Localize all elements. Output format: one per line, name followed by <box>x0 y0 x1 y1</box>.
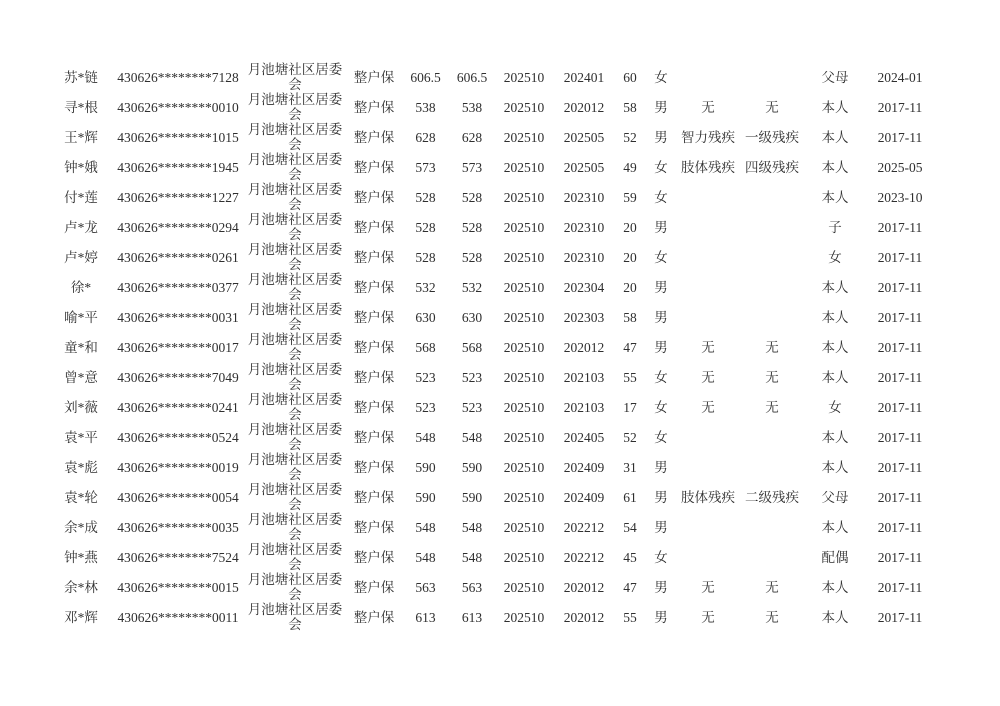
cell-disability_level <box>739 242 805 272</box>
cell-community: 月池塘社区居委会 <box>247 602 343 632</box>
cell-insurance_type: 整户保 <box>353 549 395 565</box>
cell-id_number: 430626********0031 <box>117 309 239 325</box>
cell-amount_1: 628 <box>415 129 436 145</box>
cell-age: 49 <box>623 159 637 175</box>
cell-start_period: 202310 <box>563 249 605 265</box>
table-row <box>50 62 935 92</box>
cell-enroll_date: 2017-11 <box>877 399 923 415</box>
cell-payment_period: 202510 <box>503 69 545 85</box>
cell-name: 钟*燕 <box>64 549 98 565</box>
cell-age: 61 <box>623 489 637 505</box>
cell-amount_1: 630 <box>415 309 436 325</box>
cell-name: 余*林 <box>64 579 98 595</box>
cell-relation_to_head: 本人 <box>821 159 849 175</box>
table-row <box>50 272 935 302</box>
cell-disability_type <box>677 452 739 482</box>
cell-community: 月池塘社区居委会 <box>247 572 343 602</box>
cell-id_number: 430626********0377 <box>117 279 239 295</box>
cell-enroll_date: 2017-11 <box>877 549 923 565</box>
cell-disability_level: 二级残疾 <box>745 489 799 505</box>
resident-insurance-roster-table <box>50 62 935 632</box>
cell-insurance_type: 整户保 <box>353 249 395 265</box>
cell-disability_level: 无 <box>765 399 779 415</box>
cell-name: 王*辉 <box>64 129 98 145</box>
cell-disability_level <box>739 452 805 482</box>
cell-disability_level <box>739 212 805 242</box>
cell-gender: 男 <box>654 339 668 355</box>
cell-insurance_type: 整户保 <box>353 579 395 595</box>
cell-amount_1: 613 <box>415 609 436 625</box>
cell-name: 钟*娥 <box>64 159 98 175</box>
cell-gender: 女 <box>654 69 668 85</box>
cell-enroll_date: 2017-11 <box>877 519 923 535</box>
cell-community: 月池塘社区居委会 <box>247 272 343 302</box>
cell-community: 月池塘社区居委会 <box>247 362 343 392</box>
cell-gender: 男 <box>654 519 668 535</box>
cell-name: 邓*辉 <box>64 609 98 625</box>
cell-insurance_type: 整户保 <box>353 189 395 205</box>
cell-amount_2: 548 <box>461 429 483 445</box>
cell-gender: 女 <box>654 429 668 445</box>
cell-id_number: 430626********0017 <box>117 339 239 355</box>
cell-disability_type: 智力残疾 <box>681 129 735 145</box>
cell-relation_to_head: 父母 <box>821 69 849 85</box>
cell-disability_level <box>739 272 805 302</box>
cell-age: 54 <box>623 519 637 535</box>
cell-disability_level <box>739 512 805 542</box>
cell-id_number: 430626********7524 <box>117 549 239 565</box>
cell-relation_to_head: 女 <box>828 249 842 265</box>
cell-disability_level <box>739 542 805 572</box>
cell-id_number: 430626********0241 <box>117 399 239 415</box>
cell-payment_period: 202510 <box>503 489 545 505</box>
table-row <box>50 302 935 332</box>
cell-insurance_type: 整户保 <box>353 159 395 175</box>
cell-gender: 女 <box>654 249 668 265</box>
cell-disability_type: 肢体残疾 <box>681 489 735 505</box>
cell-amount_1: 528 <box>415 189 436 205</box>
cell-age: 55 <box>623 369 637 385</box>
cell-enroll_date: 2017-11 <box>877 279 923 295</box>
cell-amount_2: 628 <box>461 129 483 145</box>
cell-amount_2: 606.5 <box>456 69 488 85</box>
cell-disability_type <box>677 422 739 452</box>
cell-amount_2: 528 <box>461 219 483 235</box>
cell-relation_to_head: 父母 <box>821 489 849 505</box>
cell-payment_period: 202510 <box>503 399 545 415</box>
cell-community: 月池塘社区居委会 <box>247 542 343 572</box>
table-row <box>50 152 935 182</box>
cell-start_period: 202212 <box>563 549 605 565</box>
cell-community: 月池塘社区居委会 <box>247 482 343 512</box>
cell-disability_type <box>677 212 739 242</box>
cell-payment_period: 202510 <box>503 579 545 595</box>
cell-insurance_type: 整户保 <box>353 369 395 385</box>
cell-insurance_type: 整户保 <box>353 129 395 145</box>
cell-id_number: 430626********0035 <box>117 519 239 535</box>
cell-disability_type: 无 <box>701 99 715 115</box>
cell-id_number: 430626********0015 <box>117 579 239 595</box>
cell-disability_type <box>677 62 739 92</box>
cell-payment_period: 202510 <box>503 99 545 115</box>
cell-amount_1: 523 <box>415 369 436 385</box>
cell-start_period: 202212 <box>563 519 605 535</box>
cell-disability_type: 无 <box>701 609 715 625</box>
cell-relation_to_head: 女 <box>828 399 842 415</box>
cell-name: 卢*龙 <box>64 219 98 235</box>
cell-gender: 男 <box>654 129 668 145</box>
cell-age: 17 <box>623 399 637 415</box>
cell-amount_1: 538 <box>415 99 436 115</box>
cell-disability_type <box>677 512 739 542</box>
cell-insurance_type: 整户保 <box>353 609 395 625</box>
cell-age: 60 <box>623 69 637 85</box>
cell-disability_level: 一级残疾 <box>745 129 799 145</box>
cell-start_period: 202103 <box>563 369 605 385</box>
cell-payment_period: 202510 <box>503 429 545 445</box>
cell-amount_1: 523 <box>415 399 436 415</box>
cell-start_period: 202405 <box>563 429 605 445</box>
cell-amount_1: 606.5 <box>410 69 441 85</box>
cell-payment_period: 202510 <box>503 459 545 475</box>
cell-start_period: 202304 <box>563 279 605 295</box>
cell-start_period: 202012 <box>563 339 605 355</box>
cell-enroll_date: 2017-11 <box>877 339 923 355</box>
cell-community: 月池塘社区居委会 <box>247 512 343 542</box>
cell-relation_to_head: 本人 <box>821 609 849 625</box>
cell-payment_period: 202510 <box>503 609 545 625</box>
cell-start_period: 202505 <box>563 129 605 145</box>
cell-age: 20 <box>623 249 637 265</box>
cell-amount_2: 523 <box>461 399 483 415</box>
cell-community: 月池塘社区居委会 <box>247 92 343 122</box>
cell-name: 袁*轮 <box>64 489 98 505</box>
cell-gender: 男 <box>654 279 668 295</box>
cell-enroll_date: 2017-11 <box>877 489 923 505</box>
cell-gender: 男 <box>654 459 668 475</box>
cell-disability_type: 无 <box>701 399 715 415</box>
table-row <box>50 512 935 542</box>
cell-name: 曾*意 <box>64 369 98 385</box>
cell-relation_to_head: 本人 <box>821 309 849 325</box>
cell-community: 月池塘社区居委会 <box>247 302 343 332</box>
cell-disability_type: 无 <box>701 369 715 385</box>
cell-relation_to_head: 本人 <box>821 189 849 205</box>
cell-insurance_type: 整户保 <box>353 489 395 505</box>
cell-disability_level <box>739 182 805 212</box>
cell-community: 月池塘社区居委会 <box>247 62 343 92</box>
cell-age: 45 <box>623 549 637 565</box>
cell-age: 59 <box>623 189 637 205</box>
cell-enroll_date: 2017-11 <box>877 219 923 235</box>
roster-table-body <box>50 62 935 632</box>
cell-community: 月池塘社区居委会 <box>247 242 343 272</box>
cell-enroll_date: 2024-01 <box>877 69 923 85</box>
cell-amount_1: 568 <box>415 339 436 355</box>
cell-amount_2: 523 <box>461 369 483 385</box>
cell-amount_2: 590 <box>461 459 483 475</box>
cell-amount_1: 528 <box>415 219 436 235</box>
cell-amount_2: 613 <box>461 609 483 625</box>
cell-id_number: 430626********0011 <box>117 609 239 625</box>
cell-disability_level: 无 <box>765 609 779 625</box>
table-row <box>50 602 935 632</box>
table-row <box>50 182 935 212</box>
table-row <box>50 422 935 452</box>
cell-id_number: 430626********1227 <box>117 189 239 205</box>
cell-amount_2: 630 <box>461 309 483 325</box>
cell-age: 31 <box>623 459 637 475</box>
cell-gender: 女 <box>654 159 668 175</box>
cell-insurance_type: 整户保 <box>353 459 395 475</box>
cell-amount_2: 538 <box>461 99 483 115</box>
cell-start_period: 202303 <box>563 309 605 325</box>
cell-insurance_type: 整户保 <box>353 399 395 415</box>
cell-payment_period: 202510 <box>503 249 545 265</box>
cell-name: 卢*婷 <box>64 249 98 265</box>
cell-enroll_date: 2025-05 <box>877 159 923 175</box>
cell-age: 20 <box>623 279 637 295</box>
cell-insurance_type: 整户保 <box>353 339 395 355</box>
cell-enroll_date: 2017-11 <box>877 609 923 625</box>
cell-enroll_date: 2017-11 <box>877 579 923 595</box>
cell-payment_period: 202510 <box>503 189 545 205</box>
cell-amount_2: 548 <box>461 549 483 565</box>
table-row <box>50 332 935 362</box>
cell-relation_to_head: 本人 <box>821 429 849 445</box>
cell-id_number: 430626********0261 <box>117 249 239 265</box>
cell-amount_2: 568 <box>461 339 483 355</box>
cell-insurance_type: 整户保 <box>353 519 395 535</box>
cell-community: 月池塘社区居委会 <box>247 152 343 182</box>
cell-amount_1: 548 <box>415 519 436 535</box>
cell-gender: 女 <box>654 399 668 415</box>
cell-gender: 女 <box>654 549 668 565</box>
cell-relation_to_head: 本人 <box>821 279 849 295</box>
cell-disability_level: 无 <box>765 99 779 115</box>
cell-relation_to_head: 本人 <box>821 99 849 115</box>
cell-id_number: 430626********7049 <box>117 369 239 385</box>
cell-disability_level: 无 <box>765 579 779 595</box>
cell-gender: 女 <box>654 369 668 385</box>
cell-disability_type: 无 <box>701 579 715 595</box>
cell-disability_type <box>677 242 739 272</box>
cell-disability_type: 无 <box>701 339 715 355</box>
cell-name: 徐* <box>70 279 92 295</box>
cell-gender: 男 <box>654 309 668 325</box>
cell-amount_1: 573 <box>415 159 436 175</box>
cell-relation_to_head: 本人 <box>821 579 849 595</box>
cell-disability_level <box>739 62 805 92</box>
cell-amount_2: 548 <box>461 519 483 535</box>
cell-disability_type: 肢体残疾 <box>681 159 735 175</box>
cell-age: 47 <box>623 339 637 355</box>
cell-relation_to_head: 本人 <box>821 129 849 145</box>
cell-amount_2: 532 <box>461 279 483 295</box>
cell-start_period: 202012 <box>563 579 605 595</box>
cell-amount_1: 548 <box>415 549 436 565</box>
cell-community: 月池塘社区居委会 <box>247 212 343 242</box>
cell-enroll_date: 2017-11 <box>877 99 923 115</box>
cell-relation_to_head: 本人 <box>821 459 849 475</box>
cell-enroll_date: 2017-11 <box>877 309 923 325</box>
cell-name: 寻*根 <box>64 99 98 115</box>
cell-insurance_type: 整户保 <box>353 279 395 295</box>
cell-start_period: 202401 <box>563 69 605 85</box>
cell-disability_level: 无 <box>765 369 779 385</box>
cell-insurance_type: 整户保 <box>353 309 395 325</box>
cell-payment_period: 202510 <box>503 339 545 355</box>
cell-enroll_date: 2017-11 <box>877 249 923 265</box>
cell-start_period: 202103 <box>563 399 605 415</box>
cell-gender: 男 <box>654 609 668 625</box>
cell-insurance_type: 整户保 <box>353 429 395 445</box>
cell-amount_1: 563 <box>415 579 436 595</box>
cell-amount_1: 532 <box>415 279 436 295</box>
table-row <box>50 362 935 392</box>
cell-relation_to_head: 本人 <box>821 369 849 385</box>
cell-gender: 男 <box>654 219 668 235</box>
cell-disability_type <box>677 542 739 572</box>
cell-amount_1: 548 <box>415 429 436 445</box>
cell-community: 月池塘社区居委会 <box>247 422 343 452</box>
table-row <box>50 92 935 122</box>
cell-enroll_date: 2017-11 <box>877 129 923 145</box>
cell-payment_period: 202510 <box>503 159 545 175</box>
cell-id_number: 430626********0524 <box>117 429 239 445</box>
cell-community: 月池塘社区居委会 <box>247 452 343 482</box>
cell-name: 袁*彪 <box>64 459 98 475</box>
cell-community: 月池塘社区居委会 <box>247 332 343 362</box>
table-row <box>50 572 935 602</box>
cell-start_period: 202310 <box>563 219 605 235</box>
cell-name: 喻*平 <box>64 309 98 325</box>
cell-name: 刘*薇 <box>64 399 98 415</box>
table-row <box>50 212 935 242</box>
cell-id_number: 430626********0294 <box>117 219 239 235</box>
cell-payment_period: 202510 <box>503 279 545 295</box>
cell-insurance_type: 整户保 <box>353 219 395 235</box>
table-row <box>50 392 935 422</box>
cell-payment_period: 202510 <box>503 129 545 145</box>
cell-amount_2: 528 <box>461 189 483 205</box>
cell-name: 付*莲 <box>64 189 98 205</box>
cell-amount_1: 590 <box>415 489 436 505</box>
cell-relation_to_head: 子 <box>828 219 842 235</box>
cell-start_period: 202505 <box>563 159 605 175</box>
cell-age: 55 <box>623 609 637 625</box>
cell-gender: 男 <box>654 489 668 505</box>
table-row <box>50 242 935 272</box>
cell-gender: 男 <box>654 579 668 595</box>
cell-amount_2: 528 <box>461 249 483 265</box>
cell-age: 58 <box>623 99 637 115</box>
table-row <box>50 542 935 572</box>
cell-id_number: 430626********1015 <box>117 129 239 145</box>
cell-age: 52 <box>623 129 637 145</box>
cell-name: 苏*链 <box>64 69 98 85</box>
cell-start_period: 202409 <box>563 489 605 505</box>
cell-id_number: 430626********0019 <box>117 459 239 475</box>
cell-gender: 女 <box>654 189 668 205</box>
cell-id_number: 430626********0010 <box>117 99 239 115</box>
cell-payment_period: 202510 <box>503 219 545 235</box>
cell-insurance_type: 整户保 <box>353 69 395 85</box>
cell-enroll_date: 2017-11 <box>877 369 923 385</box>
cell-community: 月池塘社区居委会 <box>247 182 343 212</box>
cell-amount_1: 528 <box>415 249 436 265</box>
cell-disability_level: 四级残疾 <box>745 159 799 175</box>
cell-age: 52 <box>623 429 637 445</box>
cell-payment_period: 202510 <box>503 549 545 565</box>
cell-age: 20 <box>623 219 637 235</box>
cell-disability_level <box>739 422 805 452</box>
cell-relation_to_head: 本人 <box>821 519 849 535</box>
cell-disability_type <box>677 302 739 332</box>
table-row <box>50 122 935 152</box>
cell-relation_to_head: 配偶 <box>821 549 849 565</box>
table-row <box>50 452 935 482</box>
cell-name: 余*成 <box>64 519 98 535</box>
cell-insurance_type: 整户保 <box>353 99 395 115</box>
table-row <box>50 482 935 512</box>
cell-id_number: 430626********7128 <box>117 69 239 85</box>
cell-start_period: 202012 <box>563 99 605 115</box>
cell-disability_level: 无 <box>765 339 779 355</box>
cell-community: 月池塘社区居委会 <box>247 122 343 152</box>
cell-name: 袁*平 <box>64 429 98 445</box>
cell-amount_1: 590 <box>415 459 436 475</box>
cell-amount_2: 590 <box>461 489 483 505</box>
cell-age: 58 <box>623 309 637 325</box>
cell-id_number: 430626********0054 <box>117 489 239 505</box>
cell-start_period: 202012 <box>563 609 605 625</box>
cell-payment_period: 202510 <box>503 309 545 325</box>
cell-payment_period: 202510 <box>503 369 545 385</box>
cell-relation_to_head: 本人 <box>821 339 849 355</box>
cell-gender: 男 <box>654 99 668 115</box>
cell-payment_period: 202510 <box>503 519 545 535</box>
cell-community: 月池塘社区居委会 <box>247 392 343 422</box>
cell-amount_2: 563 <box>461 579 483 595</box>
cell-start_period: 202409 <box>563 459 605 475</box>
cell-enroll_date: 2017-11 <box>877 459 923 475</box>
cell-enroll_date: 2017-11 <box>877 429 923 445</box>
cell-id_number: 430626********1945 <box>117 159 239 175</box>
cell-name: 童*和 <box>64 339 98 355</box>
cell-disability_level <box>739 302 805 332</box>
cell-start_period: 202310 <box>563 189 605 205</box>
cell-disability_type <box>677 182 739 212</box>
cell-age: 47 <box>623 579 637 595</box>
cell-amount_2: 573 <box>461 159 483 175</box>
cell-enroll_date: 2023-10 <box>877 189 923 205</box>
cell-disability_type <box>677 272 739 302</box>
